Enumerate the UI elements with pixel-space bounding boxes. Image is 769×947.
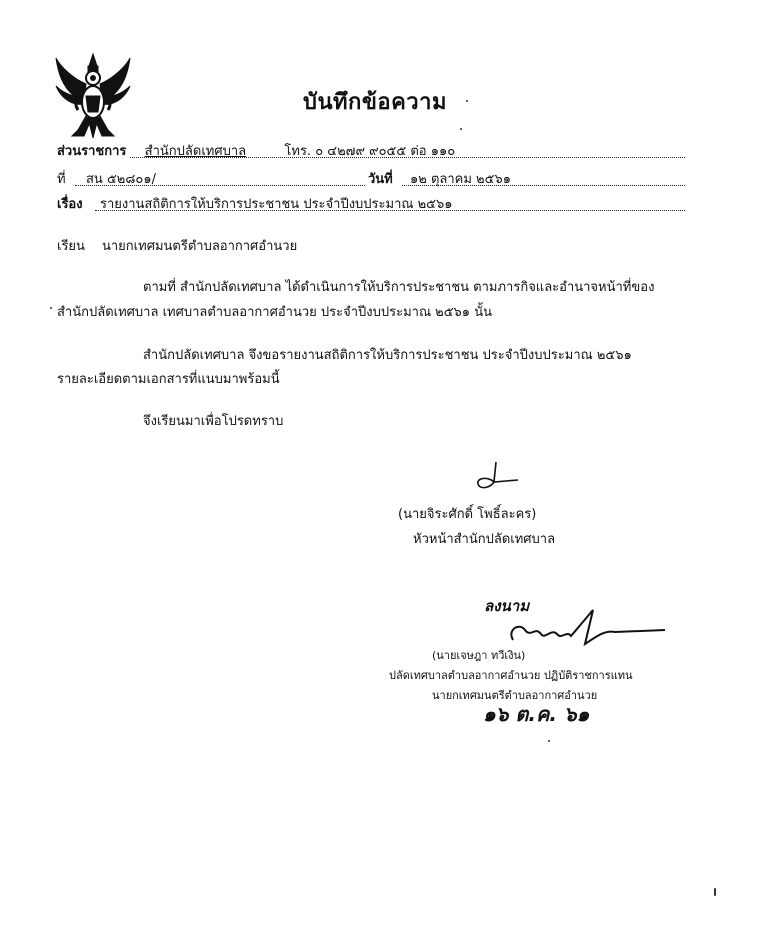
paragraph-2-line-2: รายละเอียดตามเอกสารที่แนบมาพร้อมนี้ — [57, 372, 280, 387]
signature-2-name: (นายเจษฎา ทวีเงิน) — [432, 649, 526, 662]
ref-value: สน ๕๒๘๐๑/ — [86, 172, 156, 187]
signature-1-position: หัวหน้าสำนักปลัดเทศบาล — [413, 532, 556, 547]
subject-dotted-line — [95, 210, 685, 211]
to-value: นายกเทศมนตรีตำบลอากาศอำนวย — [102, 239, 298, 254]
date-value: ๑๒ ตุลาคม ๒๕๖๑ — [410, 172, 511, 187]
date-label: วันที่ — [368, 172, 393, 187]
paragraph-2-line-1: สำนักปลัดเทศบาล จึงขอรายงานสถิติการให้บริการประชาชน ประจำปีงบประมาณ ๒๕๖๑ — [143, 348, 632, 363]
phone-value: โทร. ๐ ๔๒๗๙ ๙๐๕๕ ต่อ ๑๑๐ — [284, 144, 456, 159]
scan-speck — [460, 128, 462, 130]
handwritten-approval-note: ลงนาม — [484, 597, 530, 615]
paragraph-1-line-1: ตามที่ สำนักปลัดเทศบาล ได้ดำเนินการให้บริการประชาชน ตามภารกิจและอำนาจหน้าที่ของ — [143, 280, 655, 295]
memo-title: บันทึกข้อความ — [303, 90, 448, 115]
signature-1-scribble — [472, 460, 522, 496]
subject-value: รายงานสถิติการให้บริการประชาชน ประจำปีงบประมาณ ๒๕๖๑ — [100, 197, 453, 212]
ref-dotted-line — [75, 185, 365, 186]
scan-speck — [548, 740, 550, 742]
department-value: สำนักปลัดเทศบาล — [144, 144, 247, 159]
garuda-emblem-icon — [52, 52, 134, 140]
date-dotted-line — [402, 185, 685, 186]
signature-2-scribble — [505, 600, 675, 650]
handwritten-date: ๑๖ ต.ค. ๖๑ — [483, 702, 590, 726]
ref-label: ที่ — [57, 172, 66, 187]
to-label: เรียน — [57, 239, 85, 254]
closing-line: จึงเรียนมาเพื่อโปรดทราบ — [143, 414, 284, 429]
signature-2-position-line-1: ปลัดเทศบาลตำบลอากาศอำนวย ปฏิบัติราชการแทน — [389, 669, 633, 682]
scan-speck — [466, 100, 468, 102]
subject-label: เรื่อง — [57, 197, 83, 212]
signature-2-position-line-2: นายกเทศมนตรีตำบลอากาศอำนวย — [432, 689, 598, 702]
paragraph-1-line-2: สำนักปลัดเทศบาล เทศบาลตำบลอากาศอำนวย ประจำปีงบประมาณ ๒๕๖๑ นั้น — [57, 305, 492, 320]
scan-speck — [714, 888, 716, 896]
department-label: ส่วนราชการ — [57, 144, 127, 159]
department-dotted-line — [130, 157, 685, 158]
scan-speck — [50, 307, 52, 309]
signature-1-name: (นายจิระศักดิ์ โพธิ์ละคร) — [398, 507, 537, 522]
